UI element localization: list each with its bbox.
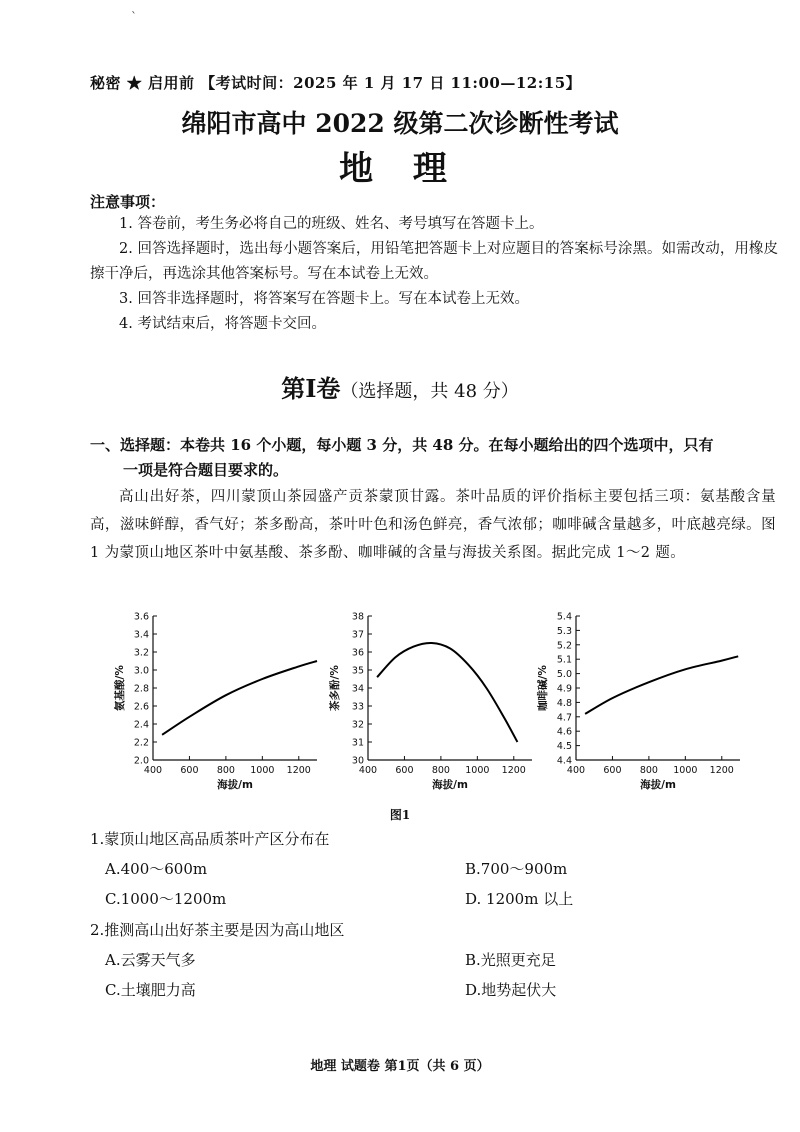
secret-line: 秘密 ★ 启用前 【考试时间：2025 年 1 月 17 日 11:00—12:15】 xyxy=(90,74,582,92)
volume-heading xyxy=(0,369,800,404)
x-tick-label: 1200 xyxy=(286,765,311,776)
series-line xyxy=(377,643,517,742)
q2-option-c[interactable]: C.土壤肥力高 xyxy=(105,981,196,999)
y-tick-label: 2.2 xyxy=(133,737,149,749)
y-tick-label: 30 xyxy=(351,755,364,767)
x-tick-label: 1200 xyxy=(501,765,526,776)
x-tick-label: 1200 xyxy=(709,765,734,776)
q2-option-a[interactable]: A.云雾天气多 xyxy=(105,951,196,969)
x-tick-label: 1000 xyxy=(673,765,698,776)
x-tick-label: 400 xyxy=(358,765,378,776)
y-tick-label: 3.4 xyxy=(133,629,149,641)
chart-2 xyxy=(328,612,532,792)
x-tick-label: 1000 xyxy=(465,765,490,776)
series-line xyxy=(162,661,317,735)
x-tick-label: 400 xyxy=(143,765,163,776)
series-line xyxy=(585,656,738,714)
y-tick-label: 35 xyxy=(351,665,364,677)
y-tick-label: 4.7 xyxy=(556,712,572,724)
y-tick-label: 5.1 xyxy=(556,654,572,666)
y-tick-label: 37 xyxy=(351,629,364,641)
y-tick-label: 31 xyxy=(351,737,364,749)
y-tick-label: 2.8 xyxy=(133,683,149,695)
figure-1-charts xyxy=(95,608,795,808)
y-tick-label: 3.6 xyxy=(133,611,149,623)
subject-title: 地 理 xyxy=(339,149,461,189)
y-tick-label: 2.6 xyxy=(133,701,149,713)
x-tick-label: 800 xyxy=(431,765,450,776)
y-tick-label: 5.0 xyxy=(556,669,572,681)
x-axis-label: 海拔/m xyxy=(217,779,253,791)
volume-subtitle: （选择题，共 48 分） xyxy=(340,381,519,402)
q2-option-b[interactable]: B.光照更充足 xyxy=(465,951,556,969)
section-cont: 一项是符合题目要求的。 xyxy=(123,461,289,479)
x-tick-label: 600 xyxy=(603,765,622,776)
page-footer: 地理 试题卷 第1页（共 6 页） xyxy=(310,1059,490,1074)
y-tick-label: 2.0 xyxy=(133,755,149,767)
chart-3 xyxy=(536,612,740,792)
y-tick-label: 5.2 xyxy=(556,640,572,652)
y-tick-label: 33 xyxy=(351,701,364,713)
y-axis-label: 茶多酚/% xyxy=(329,665,341,711)
notice-item: 4. 考试结束后，将答题卡交回。 xyxy=(119,316,326,332)
y-tick-label: 4.8 xyxy=(556,697,572,709)
notice-item: 2. 回答选择题时，选出每小题答案后，用铅笔把答题卡上对应题目的答案标号涂黑。如需改动，用橡皮擦干净后，再选涂其他答案标号。写在本试卷上无效。 xyxy=(90,241,778,282)
y-tick-label: 4.6 xyxy=(556,726,572,738)
passage xyxy=(90,483,776,567)
y-tick-label: 36 xyxy=(351,647,364,659)
question-2-stem: 2.推测高山出好茶主要是因为高山地区 xyxy=(90,921,345,939)
stray-mark: ` xyxy=(131,10,137,24)
y-tick-label: 32 xyxy=(351,719,364,731)
y-tick-label: 38 xyxy=(351,611,364,623)
exam-title: 绵阳市高中 2022 级第二次诊断性考试 xyxy=(181,109,619,138)
x-tick-label: 1000 xyxy=(250,765,275,776)
notice-item: 1. 答卷前，考生务必将自己的班级、姓名、考号填写在答题卡上。 xyxy=(119,216,544,232)
y-tick-label: 4.5 xyxy=(556,741,572,753)
y-tick-label: 4.9 xyxy=(556,683,572,695)
volume-title: 第Ⅰ卷 xyxy=(281,374,341,403)
section-lead: 一、选择题：本卷共 16 个小题，每小题 3 分，共 48 分。在每小题给出的四个选项中，只有 xyxy=(90,436,714,454)
x-axis-label: 海拔/m xyxy=(640,779,676,791)
notice-heading: 注意事项： xyxy=(90,193,166,211)
notice-list xyxy=(90,212,778,337)
x-tick-label: 800 xyxy=(639,765,658,776)
y-tick-label: 34 xyxy=(351,683,364,695)
q1-option-c[interactable]: C.1000～1200m xyxy=(105,890,227,908)
y-tick-label: 5.4 xyxy=(556,611,572,623)
y-tick-label: 4.4 xyxy=(556,755,572,767)
q1-option-b[interactable]: B.700～900m xyxy=(465,860,568,878)
x-tick-label: 800 xyxy=(216,765,235,776)
x-axis-label: 海拔/m xyxy=(432,779,468,791)
q1-option-d[interactable]: D. 1200m 以上 xyxy=(465,890,574,908)
q2-option-d[interactable]: D.地势起伏大 xyxy=(465,981,557,999)
y-axis-label: 咖啡碱/% xyxy=(537,665,549,711)
chart-1 xyxy=(113,612,317,792)
y-axis-label: 氨基酸/% xyxy=(114,665,126,711)
y-tick-label: 2.4 xyxy=(133,719,149,731)
passage-text: 高山出好茶，四川蒙顶山茶园盛产贡茶蒙顶甘露。茶叶品质的评价指标主要包括三项：氨基酸含量高，滋味鲜醇，香气好；茶多酚高，茶叶叶色和汤色鲜亮，香气浓郁；咖啡碱含量越多，叶底越亮绿。图 1 为蒙顶山地区茶叶中氨基酸、茶多酚、咖啡碱的含量与海拔关系图。据此完成 1～2 题。 xyxy=(90,489,776,561)
y-tick-label: 3.0 xyxy=(133,665,149,677)
question-1-stem: 1.蒙顶山地区高品质茶叶产区分布在 xyxy=(90,830,330,848)
x-tick-label: 600 xyxy=(395,765,414,776)
y-tick-label: 3.2 xyxy=(133,647,149,659)
y-tick-label: 5.3 xyxy=(556,625,572,637)
notice-item: 3. 回答非选择题时，将答案写在答题卡上。写在本试卷上无效。 xyxy=(119,291,529,307)
x-tick-label: 600 xyxy=(180,765,199,776)
figure-caption: 图1 xyxy=(389,808,411,822)
section-heading xyxy=(90,433,778,483)
x-tick-label: 400 xyxy=(566,765,586,776)
q1-option-a[interactable]: A.400～600m xyxy=(105,860,208,878)
